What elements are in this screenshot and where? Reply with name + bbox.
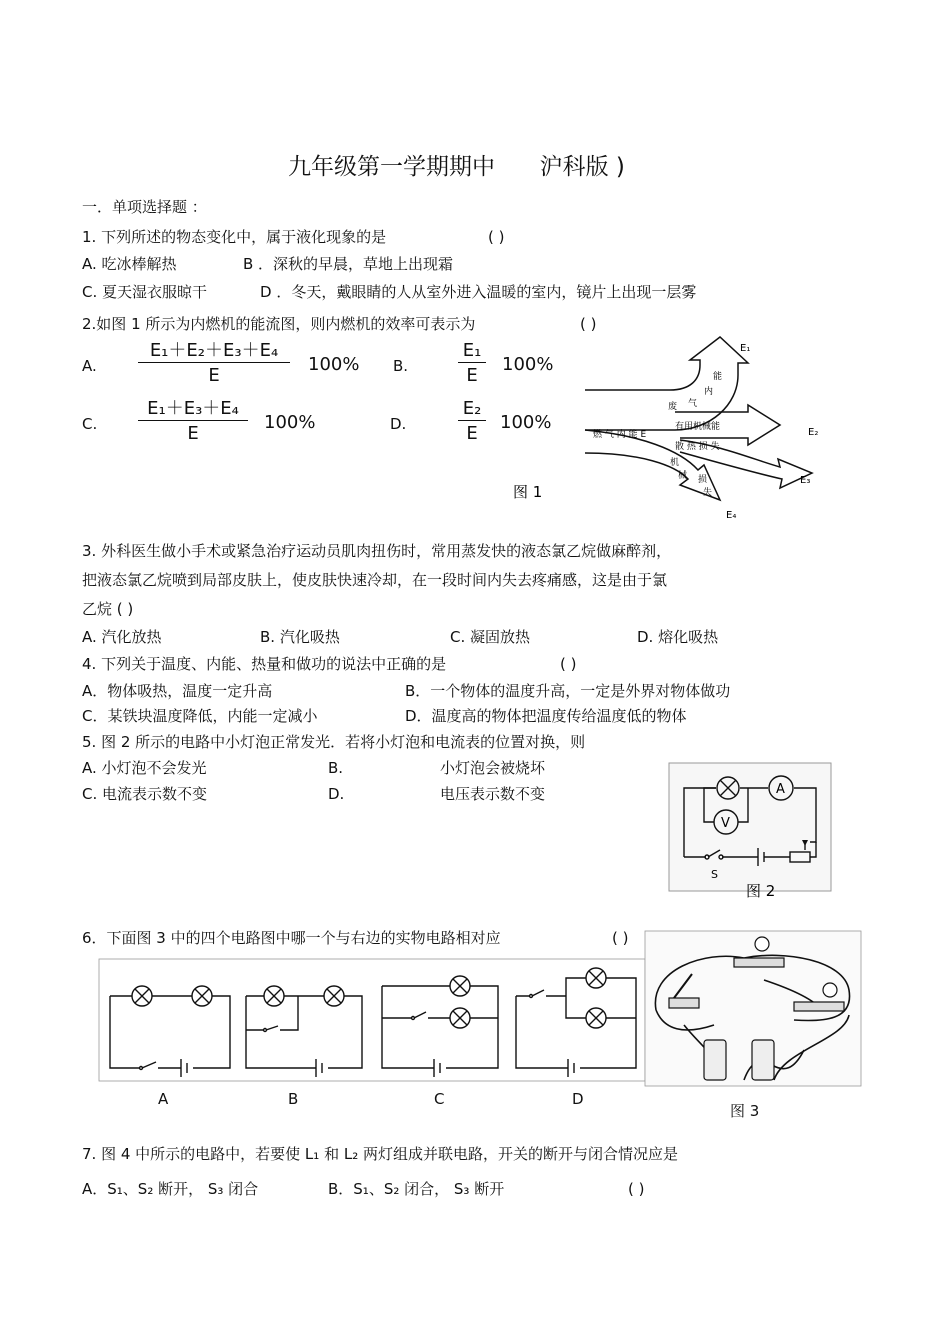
q1-answer-blank: ( ) — [488, 228, 505, 246]
q1-stem: 1. 下列所述的物态变化中，属于液化现象的是 — [82, 228, 387, 246]
ammeter-label: A — [776, 782, 785, 797]
q2-a-denominator: E — [138, 362, 290, 387]
q1-option-a: A. 吃冰棒解热 — [82, 255, 177, 273]
q6-stem: 6．下面图 3 中的四个电路图中哪一个与右边的实物电路相对应 — [82, 929, 501, 947]
q7-answer-blank: ( ) — [628, 1180, 645, 1198]
q4-stem: 4. 下列关于温度、内能、热量和做功的说法中正确的是 — [82, 655, 447, 673]
q2-c-numerator: E₁＋E₃＋E₄ — [147, 398, 239, 419]
heat-loss-label: 散 热 损 失 — [675, 442, 720, 452]
waste-gas-char-1: 能 — [713, 372, 723, 382]
lamp-1-base — [734, 958, 784, 967]
q2-option-c-label: C. — [82, 415, 98, 433]
q3-line-3: 乙烷 ( ) — [82, 600, 134, 618]
figure-2-circuit — [668, 762, 833, 902]
voltmeter-label: V — [721, 816, 730, 831]
source-energy-label: 燃 气 内 能 E — [593, 430, 647, 440]
q4-answer-blank: ( ) — [560, 655, 577, 673]
q2-answer-blank: ( ) — [580, 315, 597, 333]
switch-base — [669, 998, 699, 1008]
q2-option-d-fraction — [458, 398, 486, 445]
q3-option-c: C. 凝固放热 — [450, 628, 531, 646]
q5-option-b: 小灯泡会被烧坏 — [440, 759, 546, 777]
q6-label-d: D — [572, 1090, 584, 1108]
mech-loss-char-1: 机 — [670, 458, 680, 468]
page-title — [288, 148, 625, 181]
waste-gas-char-3: 气 — [688, 399, 698, 409]
q3-option-a: A. 汽化放热 — [82, 628, 162, 646]
q2-c-percent: 100% — [264, 412, 316, 433]
q3-option-b: B. 汽化吸热 — [260, 628, 340, 646]
e3-label: E₃ — [800, 475, 811, 486]
q5-stem: 5. 图 2 所示的电路中小灯泡正常发光．若将小灯泡和电流表的位置对换，则 — [82, 733, 586, 751]
q2-d-denominator: E — [458, 420, 486, 445]
q5-option-d-label: D. — [328, 785, 345, 803]
q5-option-d: 电压表示数不变 — [440, 785, 546, 803]
waste-gas-char-2: 内 — [704, 387, 714, 397]
q4-option-a: A．物体吸热，温度一定升高 — [82, 682, 273, 700]
waste-gas-char-4: 废 — [668, 402, 678, 412]
q2-a-percent: 100% — [308, 354, 360, 375]
battery-2 — [752, 1040, 774, 1080]
q1-option-b: B ．深秋的早晨，草地上出现霜 — [243, 255, 454, 273]
q2-b-numerator: E₁ — [462, 340, 482, 361]
q4-option-b: B．一个物体的温度升高，一定是外界对物体做功 — [405, 682, 731, 700]
q1-option-d: D ．冬天，戴眼睛的人从室外进入温暖的室内，镜片上出现一层雾 — [260, 283, 697, 301]
figure-3-caption: 图 3 — [730, 1102, 760, 1120]
q3-option-d: D. 熔化吸热 — [637, 628, 719, 646]
q5-option-a: A. 小灯泡不会发光 — [82, 759, 207, 777]
e1-label: E₁ — [740, 343, 751, 354]
lamp-2-base — [794, 1002, 844, 1011]
battery-1 — [704, 1040, 726, 1080]
q2-option-b-label: B. — [393, 357, 409, 375]
q1-option-c: C. 夏天湿衣服晾干 — [82, 283, 208, 301]
lamp-1-bulb — [755, 937, 769, 951]
figure-3-circuit-options — [98, 958, 646, 1084]
q2-d-numerator: E₂ — [462, 398, 482, 419]
q6-answer-blank: ( ) — [612, 929, 629, 947]
q5-option-b-label: B. — [328, 759, 344, 777]
q2-b-denominator: E — [458, 362, 486, 387]
q2-option-a-label: A. — [82, 357, 97, 375]
q2-option-c-fraction — [138, 398, 248, 445]
q5-option-c: C. 电流表示数不变 — [82, 785, 208, 803]
lamp-2-bulb — [823, 983, 837, 997]
q6-label-c: C — [434, 1090, 445, 1108]
q2-a-numerator: E₁＋E₂＋E₃＋E₄ — [149, 340, 279, 361]
title-main: 九年级第一学期期中 — [288, 154, 495, 180]
title-edition: 沪科版 ) — [539, 154, 625, 180]
mech-loss-char-4: 失 — [703, 488, 713, 498]
useful-energy-arrow — [585, 337, 751, 430]
figure-1-caption: 图 1 — [513, 483, 543, 501]
switch-label: S — [711, 868, 718, 881]
q4-option-d: D．温度高的物体把温度传给温度低的物体 — [405, 707, 687, 725]
q7-stem: 7. 图 4 中所示的电路中，若要使 L₁ 和 L₂ 两灯组成并联电路，开关的断开与闭合情况应是 — [82, 1145, 678, 1163]
q2-option-a-fraction — [138, 340, 290, 387]
q2-b-percent: 100% — [502, 354, 554, 375]
mech-loss-char-2: 械 — [678, 471, 688, 481]
q2-d-percent: 100% — [500, 412, 552, 433]
useful-mechanical-label: 有用机械能 — [675, 422, 721, 432]
section-heading: 一．单项选择题 ： — [82, 198, 207, 216]
q6-label-b: B — [288, 1090, 299, 1108]
q3-line-2: 把液态氯乙烷喷到局部皮肤上，使皮肤快速冷却，在一段时间内失去疼痛感，这是由于氯 — [82, 571, 668, 589]
q7-option-b: B．S₁、S₂ 闭合， S₃ 断开 — [328, 1180, 505, 1198]
q6-label-a: A — [158, 1090, 169, 1108]
q7-option-a: A．S₁、S₂ 断开， S₃ 闭合 — [82, 1180, 259, 1198]
mech-loss-char-3: 损 — [698, 475, 708, 485]
q3-line-1: 3. 外科医生做小手术或紧急治疗运动员肌肉扭伤时，常用蒸发快的液态氯乙烷做麻醉剂， — [82, 542, 672, 560]
q2-option-d-label: D. — [390, 415, 407, 433]
figure-2-frame — [669, 763, 831, 891]
e4-label: E₄ — [726, 510, 737, 521]
q2-option-b-fraction — [458, 340, 486, 387]
figure-3-physical-circuit — [644, 930, 862, 1090]
q2-c-denominator: E — [138, 420, 248, 445]
e2-label: E₂ — [808, 427, 819, 438]
figure-2-caption: 图 2 — [746, 882, 776, 900]
mechanical-loss-arrow — [585, 430, 720, 500]
q4-option-c: C．某铁块温度降低，内能一定减小 — [82, 707, 318, 725]
q2-stem: 2.如图 1 所示为内燃机的能流图，则内燃机的效率可表示为 — [82, 315, 476, 333]
